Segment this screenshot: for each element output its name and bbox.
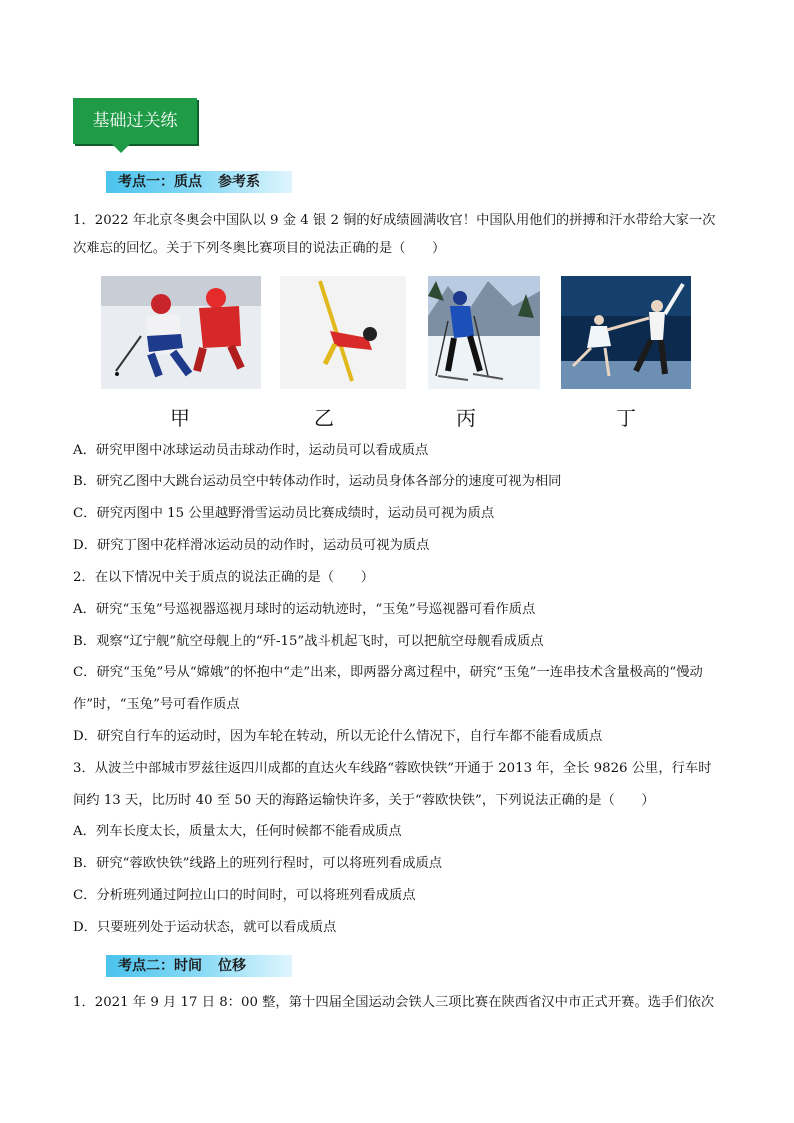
caption-jia: 甲 xyxy=(170,406,190,430)
q2-option-c-line1: C．研究“玉兔”号从“嫦娥”的怀抱中“走”出来，即两器分离过程中，研究“玉兔”一连串技术含量极高的“慢动 xyxy=(73,665,703,680)
topic-1-label: 考点一：质点 xyxy=(118,174,202,190)
big-air-photo xyxy=(280,276,406,389)
topic-2-label2: 位移 xyxy=(218,958,246,974)
topic-2-header xyxy=(106,955,292,977)
ice-hockey-photo xyxy=(101,276,261,389)
q2-option-c-line2: 作”时，“玉兔”号可看作质点 xyxy=(73,697,240,712)
cross-country-photo xyxy=(428,276,540,389)
q1-option-d: D．研究丁图中花样滑冰运动员的动作时，运动员可视为质点 xyxy=(73,538,430,553)
banner-tail xyxy=(112,144,130,153)
q2-option-b: B．观察“辽宁舰”航空母舰上的“歼-15”战斗机起飞时，可以把航空母舰看成质点 xyxy=(73,634,544,649)
q3-stem-line1: 3．从波兰中部城市罗兹往返四川成都的直达火车线路“蓉欧快铁”开通于 2013 年，全长 9826 公里，行车时 xyxy=(73,761,712,776)
topic-2-label: 考点二：时间 xyxy=(118,958,202,974)
figure-skating-photo xyxy=(561,276,691,389)
caption-yi: 乙 xyxy=(314,406,334,430)
q4-stem-line1: 1．2021 年 9 月 17 日 8：00 整，第十四届全国运动会铁人三项比赛在陕西省汉中市正式开赛。选手们依次 xyxy=(73,995,715,1010)
q1-option-c: C．研究丙图中 15 公里越野滑雪运动员比赛成绩时，运动员可视为质点 xyxy=(73,506,495,521)
section-banner: 基础过关练 xyxy=(73,98,197,144)
q3-option-d: D．只要班列处于运动状态，就可以看成质点 xyxy=(73,920,337,935)
q1-option-a: A．研究甲图中冰球运动员击球动作时，运动员可以看成质点 xyxy=(73,443,429,458)
q3-option-a: A．列车长度太长，质量太大，任何时候都不能看成质点 xyxy=(73,824,402,839)
q2-option-d: D．研究自行车的运动时，因为车轮在转动，所以无论什么情况下，自行车都不能看成质点 xyxy=(73,729,603,744)
q2-stem: 2．在以下情况中关于质点的说法正确的是（ ） xyxy=(73,570,374,585)
q1-stem-line2: 次难忘的回忆。关于下列冬奥比赛项目的说法正确的是（ ） xyxy=(73,241,446,256)
topic-1-label2: 参考系 xyxy=(218,174,260,190)
topic-1-header xyxy=(106,171,292,193)
q3-option-c: C．分析班列通过阿拉山口的时间时，可以将班列看成质点 xyxy=(73,888,416,903)
q2-option-a: A．研究“玉兔”号巡视器巡视月球时的运动轨迹时，“玉兔”号巡视器可看作质点 xyxy=(73,602,536,617)
caption-bing: 丙 xyxy=(456,406,476,430)
caption-ding: 丁 xyxy=(616,406,636,430)
q3-option-b: B．研究“蓉欧快铁”线路上的班列行程时，可以将班列看成质点 xyxy=(73,856,443,871)
q3-stem-line2: 间约 13 天，比历时 40 至 50 天的海路运输快许多，关于“蓉欧快铁”，下列说法正确的是（ ） xyxy=(73,793,655,808)
q1-stem-line1: 1．2022 年北京冬奥会中国队以 9 金 4 银 2 铜的好成绩圆满收官！中国队用他们的拼搏和汗水带给大家一次 xyxy=(73,213,716,228)
q1-option-b: B．研究乙图中大跳台运动员空中转体动作时，运动员身体各部分的速度可视为相同 xyxy=(73,474,562,489)
